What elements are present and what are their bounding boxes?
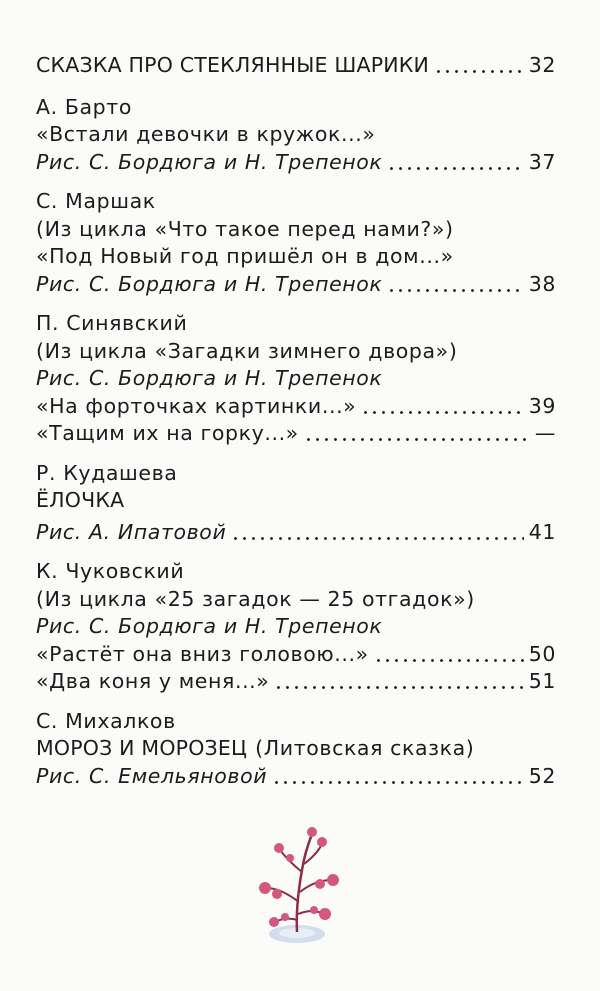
work-subtitle: (Литовская сказка): [255, 736, 475, 760]
dot-leader: [434, 68, 524, 76]
page-number: 39: [528, 393, 556, 418]
work-title: МОРОЗ И МОРОЗЕЦ: [36, 736, 248, 760]
page-number: 38: [528, 271, 556, 296]
page-number: 37: [528, 149, 556, 174]
dot-leader: [361, 408, 523, 416]
work-title: ЁЛОЧКА: [36, 488, 125, 512]
poem-title: «На форточках картинки...»: [36, 393, 357, 418]
toc-entry-sinyavsky-1[interactable]: [36, 393, 556, 421]
illustrators: Рис. С. Бордюга и Н. Трепенок: [36, 271, 383, 296]
author-name: Р. Кудашева: [36, 460, 178, 485]
illustrators: Рис. С. Бордюга и Н. Трепенок: [36, 614, 383, 638]
author-name: С. Михалков: [36, 708, 176, 733]
dot-leader: [387, 164, 523, 172]
poem-title: «Тащим их на горку...»: [36, 421, 299, 445]
toc-entry-marshak[interactable]: [36, 271, 556, 299]
table-of-contents: [36, 52, 556, 790]
illustrators: Рис. А. Ипатовой: [36, 519, 227, 544]
cycle-name: (Из цикла «Загадки зимнего двора»): [36, 338, 458, 363]
dot-leader: [231, 534, 523, 542]
toc-entry-kudasheva[interactable]: [36, 519, 556, 547]
illustrators: Рис. С. Бордюга и Н. Трепенок: [36, 149, 383, 174]
author-name: П. Синявский: [36, 311, 188, 335]
page-number: 52: [528, 763, 556, 788]
author-name: К. Чуковский: [36, 559, 185, 583]
dot-leader: [387, 286, 523, 294]
toc-entry-chukovsky-1[interactable]: [36, 641, 556, 669]
page-number: 41: [528, 519, 556, 544]
berry-branch-icon: [252, 822, 348, 947]
cycle-name: (Из цикла «25 загадок — 25 отгадок»): [36, 586, 475, 611]
toc-entry-skazka[interactable]: [36, 52, 556, 80]
poem-title: «Два коня у меня...»: [36, 669, 270, 693]
illustrators: Рис. С. Емельяновой: [36, 763, 268, 788]
dot-leader: [304, 436, 530, 444]
dot-leader: [274, 684, 523, 692]
author-name: С. Маршак: [36, 189, 156, 213]
cycle-name: (Из цикла «Что такое перед нами?»): [36, 216, 454, 241]
page-number: 51: [528, 669, 556, 693]
page-number: 50: [528, 641, 556, 666]
toc-entry-mikhalkov[interactable]: [36, 763, 556, 791]
dot-leader: [374, 656, 524, 664]
dot-leader: [272, 778, 524, 786]
illustrators: Рис. С. Бордюга и Н. Трепенок: [36, 366, 383, 390]
toc-entry-barto[interactable]: [36, 149, 556, 177]
poem-title: «Растёт она вниз головою...»: [36, 641, 369, 666]
work-title-line: [36, 735, 556, 763]
toc-entry-chukovsky-2[interactable]: [36, 668, 556, 696]
poem-title: «Под Новый год пришёл он в дом...»: [36, 244, 454, 268]
page-number: 32: [528, 53, 556, 77]
page-number: —: [534, 421, 556, 445]
poem-title: «Встали девочки в кружок...»: [36, 122, 376, 146]
entry-title: СКАЗКА ПРО СТЕКЛЯННЫЕ ШАРИКИ: [36, 53, 430, 77]
author-name: А. Барто: [36, 94, 132, 119]
toc-entry-sinyavsky-2[interactable]: [36, 420, 556, 448]
